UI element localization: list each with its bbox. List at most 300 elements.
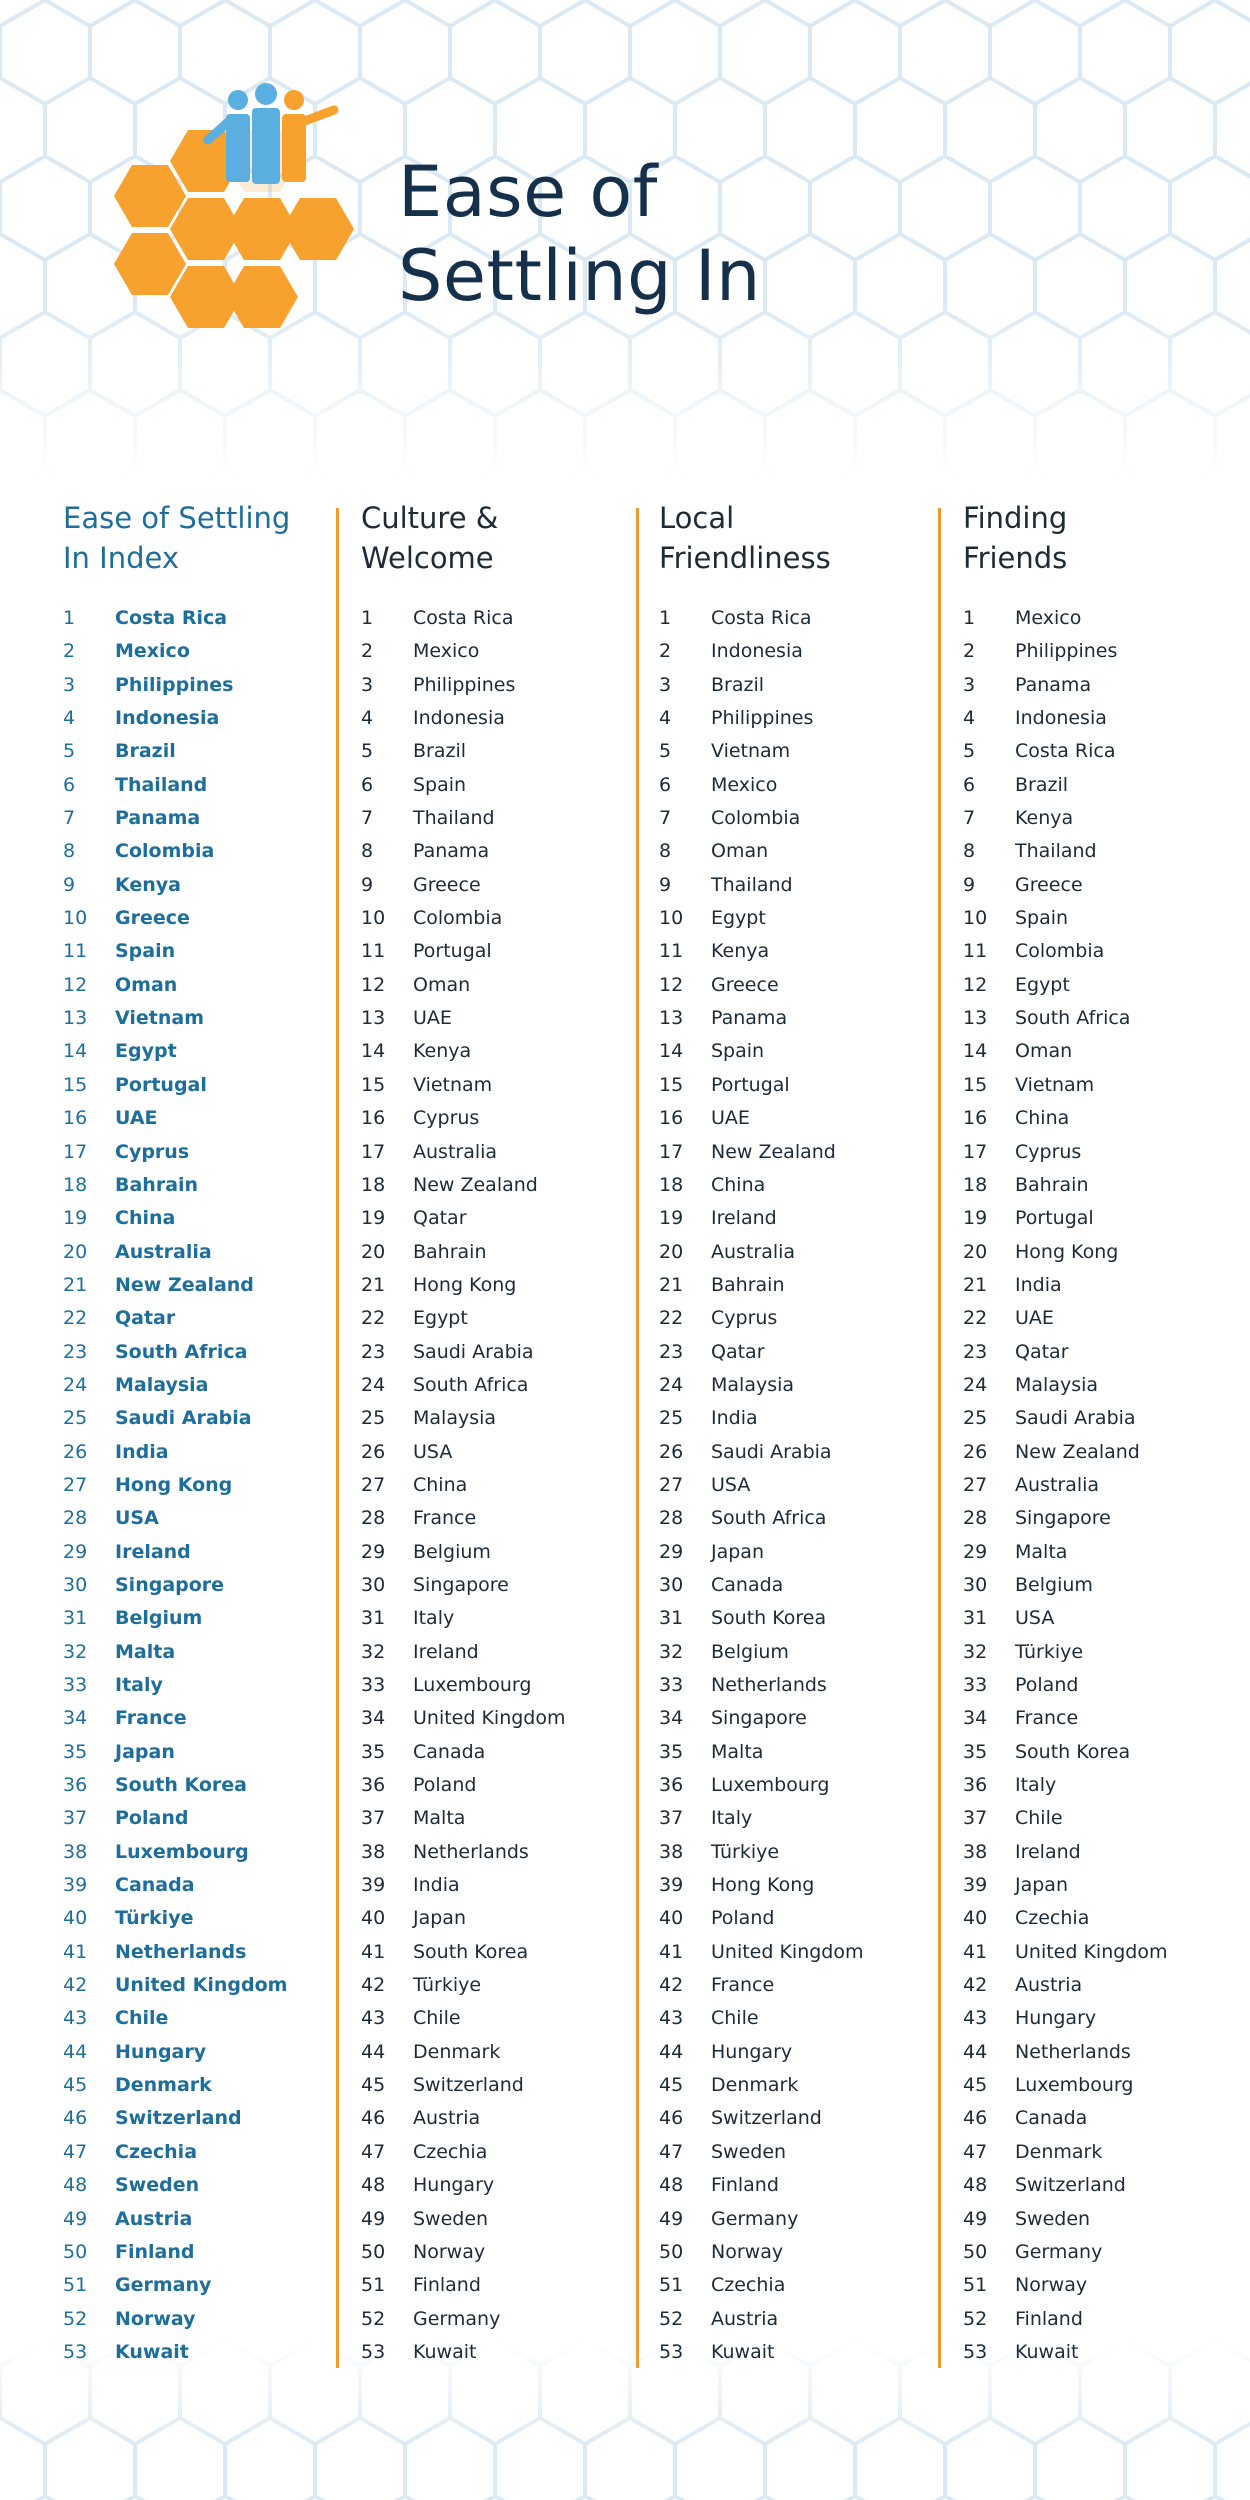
rank-number: 3 — [361, 673, 374, 696]
country-name: Hong Kong — [1015, 1240, 1119, 1263]
country-name: Germany — [413, 2307, 501, 2330]
list-item — [361, 1702, 631, 1735]
rank-number: 28 — [963, 1507, 988, 1530]
country-name: United Kingdom — [1015, 1940, 1168, 1963]
list-item — [63, 1836, 333, 1869]
list-item — [361, 1469, 631, 1502]
country-name: Switzerland — [115, 2107, 242, 2130]
rank-number: 6 — [63, 773, 76, 796]
country-name: Egypt — [711, 907, 766, 930]
rank-number: 34 — [659, 1707, 684, 1730]
rank-number: 22 — [361, 1307, 386, 1330]
country-name: South Korea — [1015, 1740, 1131, 1763]
country-name: Malaysia — [1015, 1373, 1099, 1396]
country-name: Qatar — [115, 1307, 176, 1330]
country-name: UAE — [711, 1107, 750, 1130]
rank-number: 27 — [63, 1473, 88, 1496]
rank-number: 35 — [63, 1740, 88, 1763]
list-item — [63, 1569, 333, 1602]
list-item — [63, 835, 333, 868]
country-name: Poland — [413, 1774, 477, 1797]
list-item — [963, 2036, 1233, 2069]
rank-number: 28 — [659, 1507, 684, 1530]
rank-number: 26 — [963, 1440, 988, 1463]
list-item — [659, 1736, 929, 1769]
list-item — [63, 1436, 333, 1469]
rank-number: 34 — [963, 1707, 988, 1730]
rank-number: 29 — [361, 1540, 386, 1563]
list-item — [361, 1502, 631, 1535]
country-name: New Zealand — [711, 1140, 836, 1163]
country-name: Panama — [413, 840, 490, 863]
country-name: Panama — [711, 1007, 788, 1030]
list-item — [659, 1369, 929, 1402]
list-item — [361, 1436, 631, 1469]
country-name: France — [115, 1707, 187, 1730]
rank-number: 10 — [963, 907, 988, 930]
list-item — [63, 635, 333, 668]
column-finding-friends — [963, 498, 1233, 2369]
country-name: Luxembourg — [711, 1774, 830, 1797]
country-name: Greece — [413, 873, 481, 896]
list-item — [361, 1969, 631, 2002]
list-item — [963, 802, 1233, 835]
rank-number: 31 — [963, 1607, 988, 1630]
list-item — [963, 835, 1233, 868]
list-item — [361, 1369, 631, 1402]
list-item — [361, 1269, 631, 1302]
rank-number: 50 — [659, 2240, 684, 2263]
rank-number: 8 — [63, 840, 76, 863]
rank-number: 33 — [963, 1674, 988, 1696]
country-name: Chile — [1015, 1807, 1063, 1830]
country-name: Poland — [115, 1807, 189, 1830]
country-name: Switzerland — [711, 2107, 822, 2130]
country-name: Austria — [1015, 1974, 1083, 1997]
country-name: Bahrain — [115, 1173, 199, 1196]
country-name: Egypt — [413, 1307, 468, 1330]
ranking-list — [659, 602, 929, 2369]
country-name: Türkiye — [115, 1907, 194, 1930]
list-item — [659, 902, 929, 935]
list-item — [659, 1636, 929, 1669]
list-item — [659, 1035, 929, 1068]
country-name: Finland — [711, 2174, 779, 2197]
country-name: Japan — [115, 1740, 175, 1763]
country-name: Greece — [1015, 873, 1083, 896]
list-item — [63, 735, 333, 768]
rank-number: 39 — [361, 1874, 386, 1897]
list-item — [659, 2169, 929, 2202]
list-item — [659, 1202, 929, 1235]
country-name: Poland — [711, 1907, 775, 1930]
country-name: Ireland — [413, 1640, 479, 1663]
country-name: Chile — [711, 2007, 759, 2030]
country-name: Canada — [711, 1573, 784, 1596]
list-item — [361, 2002, 631, 2035]
rank-number: 22 — [63, 1307, 88, 1330]
list-item — [659, 2002, 929, 2035]
rank-number: 34 — [361, 1707, 386, 1730]
rank-number: 19 — [963, 1207, 988, 1230]
country-name: Netherlands — [413, 1840, 529, 1863]
rank-number: 49 — [63, 2207, 88, 2230]
ranking-list — [963, 602, 1233, 2369]
list-item — [963, 2236, 1233, 2269]
rank-number: 32 — [659, 1640, 684, 1663]
list-item — [963, 1969, 1233, 2002]
rank-number: 52 — [963, 2307, 988, 2330]
rank-number: 20 — [659, 1240, 684, 1263]
list-item — [361, 1536, 631, 1569]
list-item — [659, 835, 929, 868]
country-name: Poland — [1015, 1674, 1079, 1696]
list-item — [659, 2069, 929, 2102]
rank-number: 14 — [63, 1040, 88, 1063]
rank-number: 38 — [361, 1840, 386, 1863]
country-name: India — [413, 1874, 460, 1897]
country-name: Cyprus — [115, 1140, 190, 1163]
country-name: Thailand — [711, 873, 793, 896]
country-name: Kenya — [413, 1040, 472, 1063]
list-item — [659, 1669, 929, 1702]
country-name: Sweden — [1015, 2207, 1091, 2230]
list-item — [63, 2203, 333, 2236]
list-item — [963, 1035, 1233, 1068]
country-name: Spain — [115, 940, 176, 963]
country-name: Japan — [711, 1540, 764, 1563]
country-name: Greece — [115, 907, 190, 930]
rank-number: 21 — [361, 1273, 386, 1296]
column-local-friendliness — [659, 498, 929, 2369]
list-item — [361, 802, 631, 835]
country-name: Saudi Arabia — [413, 1340, 534, 1363]
column-divider — [636, 508, 639, 2368]
country-name: Kuwait — [413, 2340, 477, 2363]
rank-number: 51 — [361, 2274, 386, 2297]
rank-number: 36 — [963, 1774, 988, 1797]
country-name: Panama — [115, 807, 201, 830]
rank-number: 31 — [659, 1607, 684, 1630]
country-name: Indonesia — [115, 707, 220, 730]
list-item — [963, 1102, 1233, 1135]
country-name: India — [1015, 1273, 1062, 1296]
list-item — [63, 1802, 333, 1835]
country-name: Costa Rica — [413, 607, 514, 629]
list-item — [63, 969, 333, 1002]
list-item — [63, 1636, 333, 1669]
rank-number: 3 — [963, 673, 976, 696]
list-item — [361, 1336, 631, 1369]
country-name: Qatar — [1015, 1340, 1069, 1363]
country-name: Vietnam — [1015, 1073, 1095, 1096]
rank-number: 12 — [63, 973, 88, 996]
list-item — [63, 902, 333, 935]
country-name: USA — [1015, 1607, 1055, 1630]
rank-number: 32 — [63, 1640, 88, 1663]
list-item — [659, 1136, 929, 1169]
list-item — [659, 2136, 929, 2169]
rank-number: 27 — [659, 1473, 684, 1496]
country-name: Egypt — [1015, 973, 1070, 996]
rank-number: 26 — [361, 1440, 386, 1463]
country-name: Malaysia — [115, 1373, 209, 1396]
honeycomb-people-icon — [80, 70, 380, 350]
country-name: Mexico — [115, 640, 190, 663]
country-name: Türkiye — [1015, 1640, 1084, 1663]
rank-number: 50 — [63, 2240, 88, 2263]
country-name: Canada — [115, 1874, 195, 1897]
country-name: Australia — [711, 1240, 796, 1263]
rank-number: 9 — [361, 873, 374, 896]
rank-number: 48 — [361, 2174, 386, 2197]
country-name: Spain — [1015, 907, 1069, 930]
rank-number: 47 — [659, 2140, 684, 2163]
country-name: Luxembourg — [115, 1840, 249, 1863]
list-item — [63, 1869, 333, 1902]
list-item — [659, 1769, 929, 1802]
rank-number: 13 — [963, 1007, 988, 1030]
country-name: United Kingdom — [711, 1940, 864, 1963]
list-item — [361, 1936, 631, 1969]
country-name: Denmark — [711, 2074, 799, 2097]
list-item — [963, 1602, 1233, 1635]
rank-number: 44 — [963, 2040, 988, 2063]
country-name: Portugal — [115, 1073, 207, 1096]
country-name: United Kingdom — [413, 1707, 566, 1730]
rank-number: 11 — [963, 940, 988, 963]
country-name: Colombia — [413, 907, 503, 930]
list-item — [659, 1836, 929, 1869]
list-item — [361, 1169, 631, 1202]
ranking-list — [63, 602, 333, 2369]
rank-number: 49 — [361, 2207, 386, 2230]
list-item — [659, 969, 929, 1002]
country-name: Finland — [115, 2240, 195, 2263]
country-name: Philippines — [711, 707, 814, 730]
list-item — [361, 835, 631, 868]
list-item — [963, 1936, 1233, 1969]
list-item — [963, 935, 1233, 968]
list-item — [63, 1136, 333, 1169]
rank-number: 29 — [659, 1540, 684, 1563]
column-heading: Finding Friends — [963, 501, 1068, 575]
list-item — [63, 1336, 333, 1369]
country-name: Italy — [1015, 1774, 1057, 1797]
rank-number: 36 — [63, 1774, 88, 1797]
list-item — [659, 1302, 929, 1335]
rank-number: 1 — [963, 607, 976, 629]
list-item — [63, 669, 333, 702]
rank-number: 31 — [63, 1607, 88, 1630]
country-name: Cyprus — [711, 1307, 778, 1330]
country-name: Malaysia — [711, 1373, 795, 1396]
rank-number: 44 — [63, 2040, 88, 2063]
list-item — [659, 1569, 929, 1602]
rank-number: 46 — [963, 2107, 988, 2130]
list-item — [659, 1802, 929, 1835]
list-item — [63, 1402, 333, 1435]
list-item — [963, 1502, 1233, 1535]
country-name: Belgium — [1015, 1573, 1093, 1596]
rank-number: 16 — [659, 1107, 684, 1130]
list-item — [361, 2269, 631, 2302]
rank-number: 42 — [659, 1974, 684, 1997]
list-item — [361, 1869, 631, 1902]
rank-number: 36 — [361, 1774, 386, 1797]
rank-number: 23 — [63, 1340, 88, 1363]
list-item — [63, 2136, 333, 2169]
rank-number: 40 — [361, 1907, 386, 1930]
list-item — [659, 669, 929, 702]
list-item — [963, 1169, 1233, 1202]
country-name: South Africa — [115, 1340, 248, 1363]
rank-number: 26 — [659, 1440, 684, 1463]
country-name: Singapore — [711, 1707, 807, 1730]
rank-number: 14 — [361, 1040, 386, 1063]
country-name: Cyprus — [1015, 1140, 1082, 1163]
list-item — [361, 1402, 631, 1435]
list-item — [659, 2036, 929, 2069]
country-name: Indonesia — [1015, 707, 1107, 730]
country-name: Bahrain — [711, 1273, 785, 1296]
list-item — [659, 1269, 929, 1302]
list-item — [659, 1102, 929, 1135]
rank-number: 33 — [659, 1674, 684, 1696]
rank-number: 22 — [659, 1307, 684, 1330]
list-item — [361, 2069, 631, 2102]
country-name: Türkiye — [711, 1840, 780, 1863]
rank-number: 48 — [63, 2174, 88, 2197]
country-name: Denmark — [115, 2074, 212, 2097]
rank-number: 53 — [361, 2340, 386, 2363]
list-item — [63, 1369, 333, 1402]
list-item — [63, 1202, 333, 1235]
list-item — [361, 1836, 631, 1869]
rank-number: 37 — [63, 1807, 88, 1830]
list-item — [659, 1969, 929, 2002]
rank-number: 6 — [361, 773, 374, 796]
country-name: Portugal — [711, 1073, 790, 1096]
country-name: Kuwait — [115, 2340, 189, 2363]
list-item — [63, 1969, 333, 2002]
country-name: Austria — [115, 2207, 193, 2230]
list-item — [659, 1502, 929, 1535]
list-item — [963, 669, 1233, 702]
list-item — [361, 1636, 631, 1669]
country-name: Sweden — [115, 2174, 200, 2197]
rank-number: 18 — [361, 1173, 386, 1196]
rank-number: 52 — [659, 2307, 684, 2330]
country-name: Switzerland — [413, 2074, 524, 2097]
list-item — [63, 1669, 333, 1702]
country-name: South Korea — [711, 1607, 827, 1630]
rank-number: 24 — [63, 1373, 88, 1396]
rank-number: 47 — [63, 2140, 88, 2163]
country-name: Hong Kong — [115, 1473, 233, 1496]
rank-number: 30 — [659, 1573, 684, 1596]
rank-number: 42 — [361, 1974, 386, 1997]
rank-number: 50 — [963, 2240, 988, 2263]
country-name: Kuwait — [1015, 2340, 1079, 2363]
rank-number: 53 — [659, 2340, 684, 2363]
country-name: Saudi Arabia — [711, 1440, 832, 1463]
rank-number: 20 — [963, 1240, 988, 1263]
country-name: Costa Rica — [711, 607, 812, 629]
country-name: Kuwait — [711, 2340, 775, 2363]
rank-number: 6 — [963, 773, 976, 796]
rank-number: 8 — [361, 840, 374, 863]
country-name: Czechia — [413, 2140, 488, 2163]
list-item — [963, 2069, 1233, 2102]
country-name: Switzerland — [1015, 2174, 1126, 2197]
country-name: Panama — [1015, 673, 1092, 696]
rank-number: 16 — [63, 1107, 88, 1130]
country-name: Sweden — [413, 2207, 489, 2230]
rank-number: 40 — [659, 1907, 684, 1930]
list-item — [659, 1169, 929, 1202]
rank-number: 19 — [361, 1207, 386, 1230]
rank-number: 41 — [361, 1940, 386, 1963]
country-name: China — [711, 1173, 766, 1196]
rank-number: 21 — [659, 1273, 684, 1296]
rank-number: 17 — [63, 1140, 88, 1163]
rank-number: 15 — [659, 1073, 684, 1096]
country-name: Japan — [413, 1907, 466, 1930]
list-item — [63, 602, 333, 635]
list-item — [963, 2269, 1233, 2302]
list-item — [361, 2203, 631, 2236]
country-name: Colombia — [1015, 940, 1105, 963]
rank-number: 35 — [361, 1740, 386, 1763]
list-item — [963, 1702, 1233, 1735]
list-item — [963, 2102, 1233, 2135]
rank-number: 36 — [659, 1774, 684, 1797]
rank-number: 37 — [361, 1807, 386, 1830]
rank-number: 38 — [63, 1840, 88, 1863]
rank-number: 7 — [63, 807, 76, 830]
rank-number: 19 — [63, 1207, 88, 1230]
list-item — [963, 2336, 1233, 2369]
list-item — [659, 1702, 929, 1735]
list-item — [963, 1669, 1233, 1702]
list-item — [361, 635, 631, 668]
rank-number: 46 — [659, 2107, 684, 2130]
list-item — [361, 2036, 631, 2069]
list-item — [963, 1402, 1233, 1435]
rank-number: 5 — [963, 740, 976, 763]
country-name: Czechia — [1015, 1907, 1090, 1930]
rank-number: 46 — [361, 2107, 386, 2130]
rank-number: 2 — [63, 640, 76, 663]
list-item — [361, 1102, 631, 1135]
rank-number: 1 — [361, 607, 374, 629]
rank-number: 1 — [659, 607, 672, 629]
list-item — [963, 1436, 1233, 1469]
country-name: India — [711, 1407, 758, 1430]
country-name: Mexico — [711, 773, 778, 796]
list-item — [659, 935, 929, 968]
country-name: Australia — [115, 1240, 212, 1263]
list-item — [63, 1769, 333, 1802]
country-name: Malta — [711, 1740, 764, 1763]
rank-number: 5 — [63, 740, 76, 763]
country-name: Cyprus — [413, 1107, 480, 1130]
list-item — [659, 869, 929, 902]
list-item — [963, 969, 1233, 1002]
rank-number: 11 — [659, 940, 684, 963]
list-item — [63, 1936, 333, 1969]
